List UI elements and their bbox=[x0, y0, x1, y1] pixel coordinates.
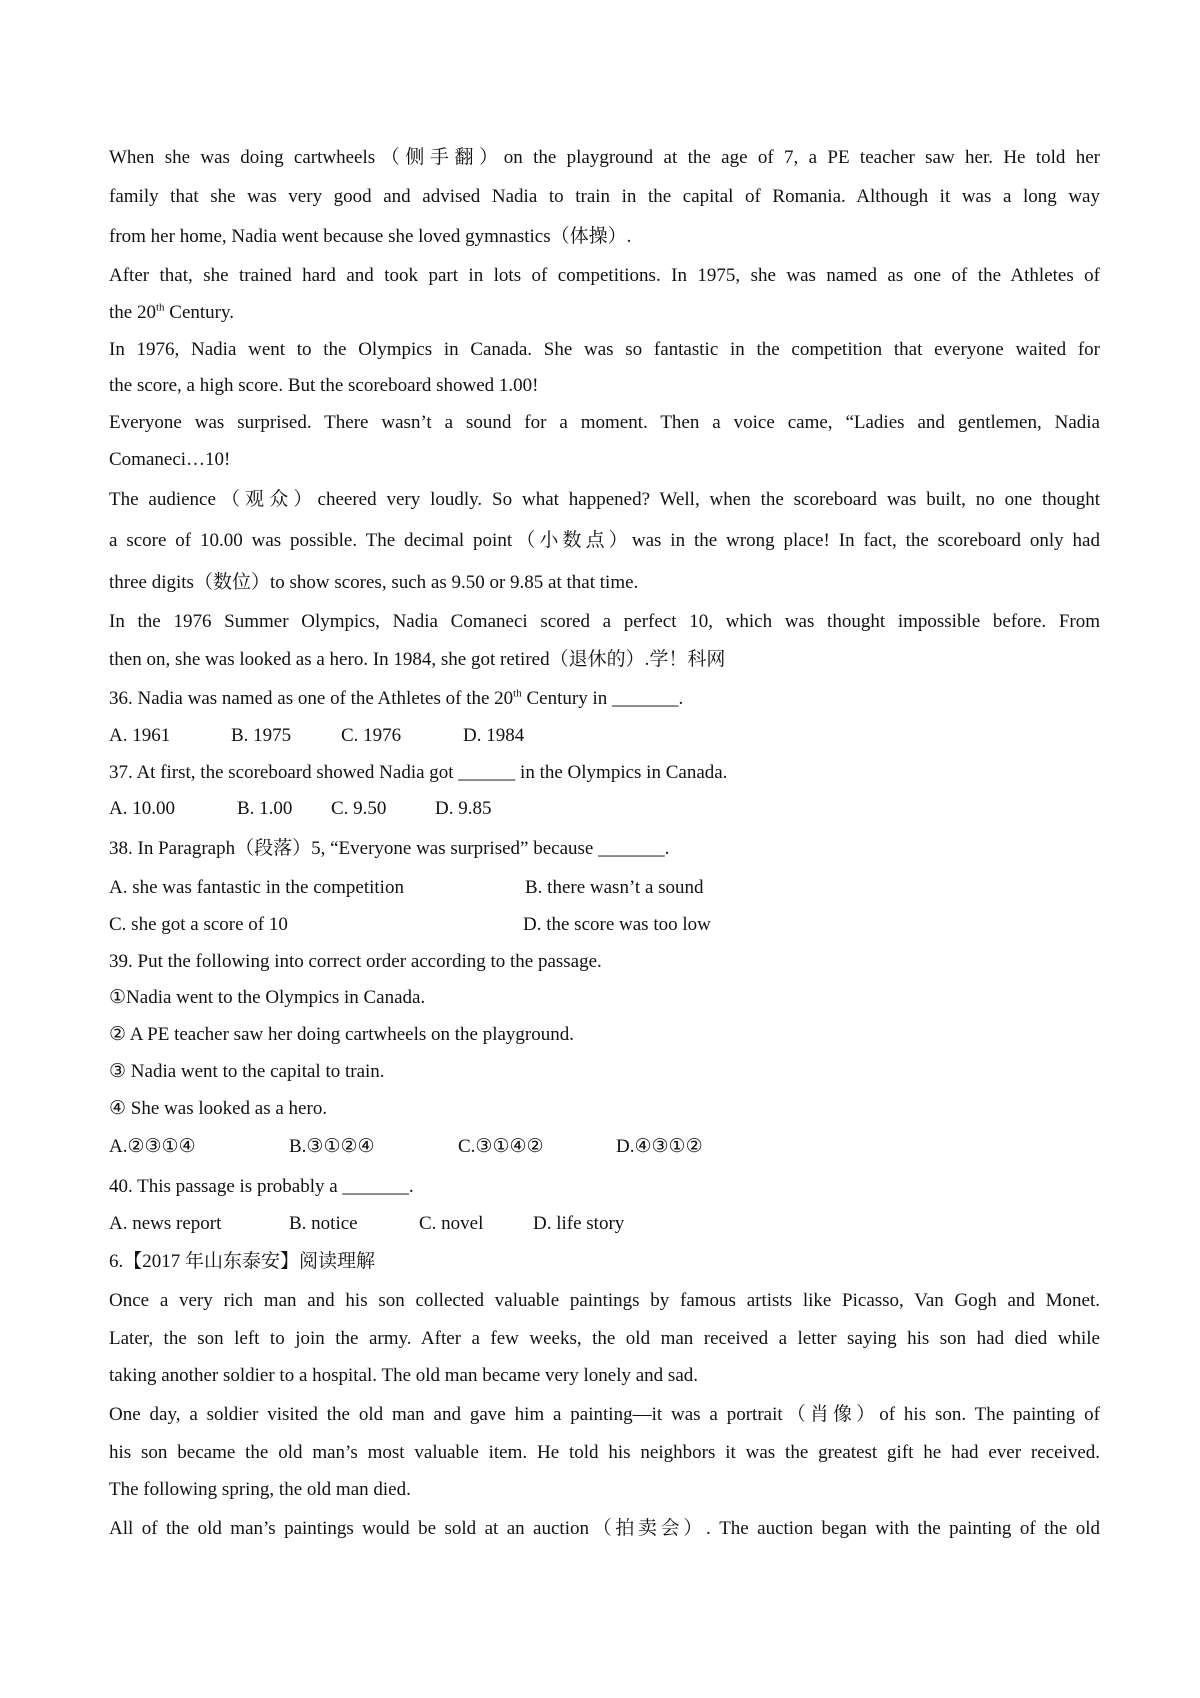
paragraph-line: Once a very rich man and his son collected valuable paintings by famous artists like Picasso, Van Gogh and Monet. bbox=[109, 1290, 1100, 1311]
paragraph-line: In 1976, Nadia went to the Olympics in Canada. She was so fantastic in the competition that everyone waited for bbox=[109, 339, 1100, 360]
paragraph-line bbox=[109, 302, 234, 324]
option-c: C. she got a score of 10 bbox=[109, 914, 288, 935]
question-38: 38. In Paragraph（段落）5, “Everyone was surprised” because _______. bbox=[109, 838, 670, 859]
paragraph-line: When she was doing cartwheels（侧手翻）on the playground at the age of 7, a PE teacher saw her. He told her bbox=[109, 147, 1100, 168]
option-a: A. news report bbox=[109, 1213, 222, 1234]
order-item: ② A PE teacher saw her doing cartwheels on the playground. bbox=[109, 1024, 574, 1045]
paragraph-line: family that she was very good and advised Nadia to train in the capital of Romania. Although it was a long way bbox=[109, 186, 1100, 207]
option-d: D. 9.85 bbox=[435, 798, 492, 819]
option-c: C.③①④② bbox=[458, 1136, 544, 1157]
option-c: C. 1976 bbox=[341, 725, 402, 746]
option-a: A. 10.00 bbox=[109, 798, 175, 819]
option-c: C. 9.50 bbox=[331, 798, 387, 819]
option-d: D. the score was too low bbox=[523, 914, 711, 935]
order-item: ③ Nadia went to the capital to train. bbox=[109, 1061, 385, 1082]
option-b: B. notice bbox=[289, 1213, 358, 1234]
paragraph-line: Comaneci…10! bbox=[109, 449, 231, 470]
paragraph-line: then on, she was looked as a hero. In 1984, she got retired（退休的）.学！科网 bbox=[109, 649, 726, 670]
question-36 bbox=[109, 688, 683, 710]
option-d: D. life story bbox=[533, 1213, 625, 1234]
paragraph-line: All of the old man’s paintings would be sold at an auction（拍卖会）. The auction began with the painting of the old bbox=[109, 1518, 1100, 1539]
paragraph-line: his son became the old man’s most valuable item. He told his neighbors it was the greatest gift he had ever received. bbox=[109, 1442, 1100, 1463]
option-d: D. 1984 bbox=[463, 725, 525, 746]
paragraph-line: After that, she trained hard and took part in lots of competitions. In 1975, she was named as one of the Athletes of bbox=[109, 265, 1100, 286]
text: Century in _______. bbox=[521, 688, 684, 709]
text: the 20 bbox=[109, 302, 156, 323]
option-a: A.②③①④ bbox=[109, 1136, 196, 1157]
text: 36. Nadia was named as one of the Athletes of the 20 bbox=[109, 688, 514, 709]
paragraph-line: In the 1976 Summer Olympics, Nadia Comaneci scored a perfect 10, which was thought impossible before. From bbox=[109, 611, 1100, 632]
option-a: A. 1961 bbox=[109, 725, 171, 746]
text: Century. bbox=[164, 302, 235, 323]
option-c: C. novel bbox=[419, 1213, 484, 1234]
order-item: ④ She was looked as a hero. bbox=[109, 1098, 328, 1119]
option-a: A. she was fantastic in the competition bbox=[109, 877, 404, 898]
paragraph-line: One day, a soldier visited the old man and gave him a painting—it was a portrait（肖像）of his son. The painting of bbox=[109, 1404, 1100, 1425]
option-b: B. there wasn’t a sound bbox=[525, 877, 704, 898]
order-item: ①Nadia went to the Olympics in Canada. bbox=[109, 987, 426, 1008]
option-d: D.④③①② bbox=[616, 1136, 703, 1157]
paragraph-line: three digits（数位）to show scores, such as 9.50 or 9.85 at that time. bbox=[109, 572, 639, 593]
option-b: B. 1975 bbox=[231, 725, 292, 746]
paragraph-line: Everyone was surprised. There wasn’t a sound for a moment. Then a voice came, “Ladies and gentlemen, Nadia bbox=[109, 412, 1100, 433]
paragraph-line: The audience（观众）cheered very loudly. So what happened? Well, when the scoreboard was built, no one thought bbox=[109, 489, 1100, 510]
question-39: 39. Put the following into correct order according to the passage. bbox=[109, 951, 602, 972]
question-37: 37. At first, the scoreboard showed Nadia got ______ in the Olympics in Canada. bbox=[109, 762, 728, 783]
question-40: 40. This passage is probably a _______. bbox=[109, 1176, 414, 1197]
superscript: th bbox=[513, 687, 522, 700]
paragraph-line: taking another soldier to a hospital. The old man became very lonely and sad. bbox=[109, 1365, 699, 1386]
paragraph-line: Later, the son left to join the army. After a few weeks, the old man received a letter saying his son had died while bbox=[109, 1328, 1100, 1349]
paragraph-line: from her home, Nadia went because she loved gymnastics（体操）. bbox=[109, 226, 632, 247]
section-heading: 6.【2017 年山东泰安】阅读理解 bbox=[109, 1251, 376, 1272]
paragraph-line: a score of 10.00 was possible. The decimal point（小数点）was in the wrong place! In fact, the scoreboard only had bbox=[109, 530, 1100, 551]
option-b: B.③①②④ bbox=[289, 1136, 375, 1157]
superscript: th bbox=[155, 301, 165, 314]
option-b: B. 1.00 bbox=[237, 798, 293, 819]
paragraph-line: The following spring, the old man died. bbox=[109, 1479, 411, 1500]
paragraph-line: the score, a high score. But the scoreboard showed 1.00! bbox=[109, 375, 539, 396]
